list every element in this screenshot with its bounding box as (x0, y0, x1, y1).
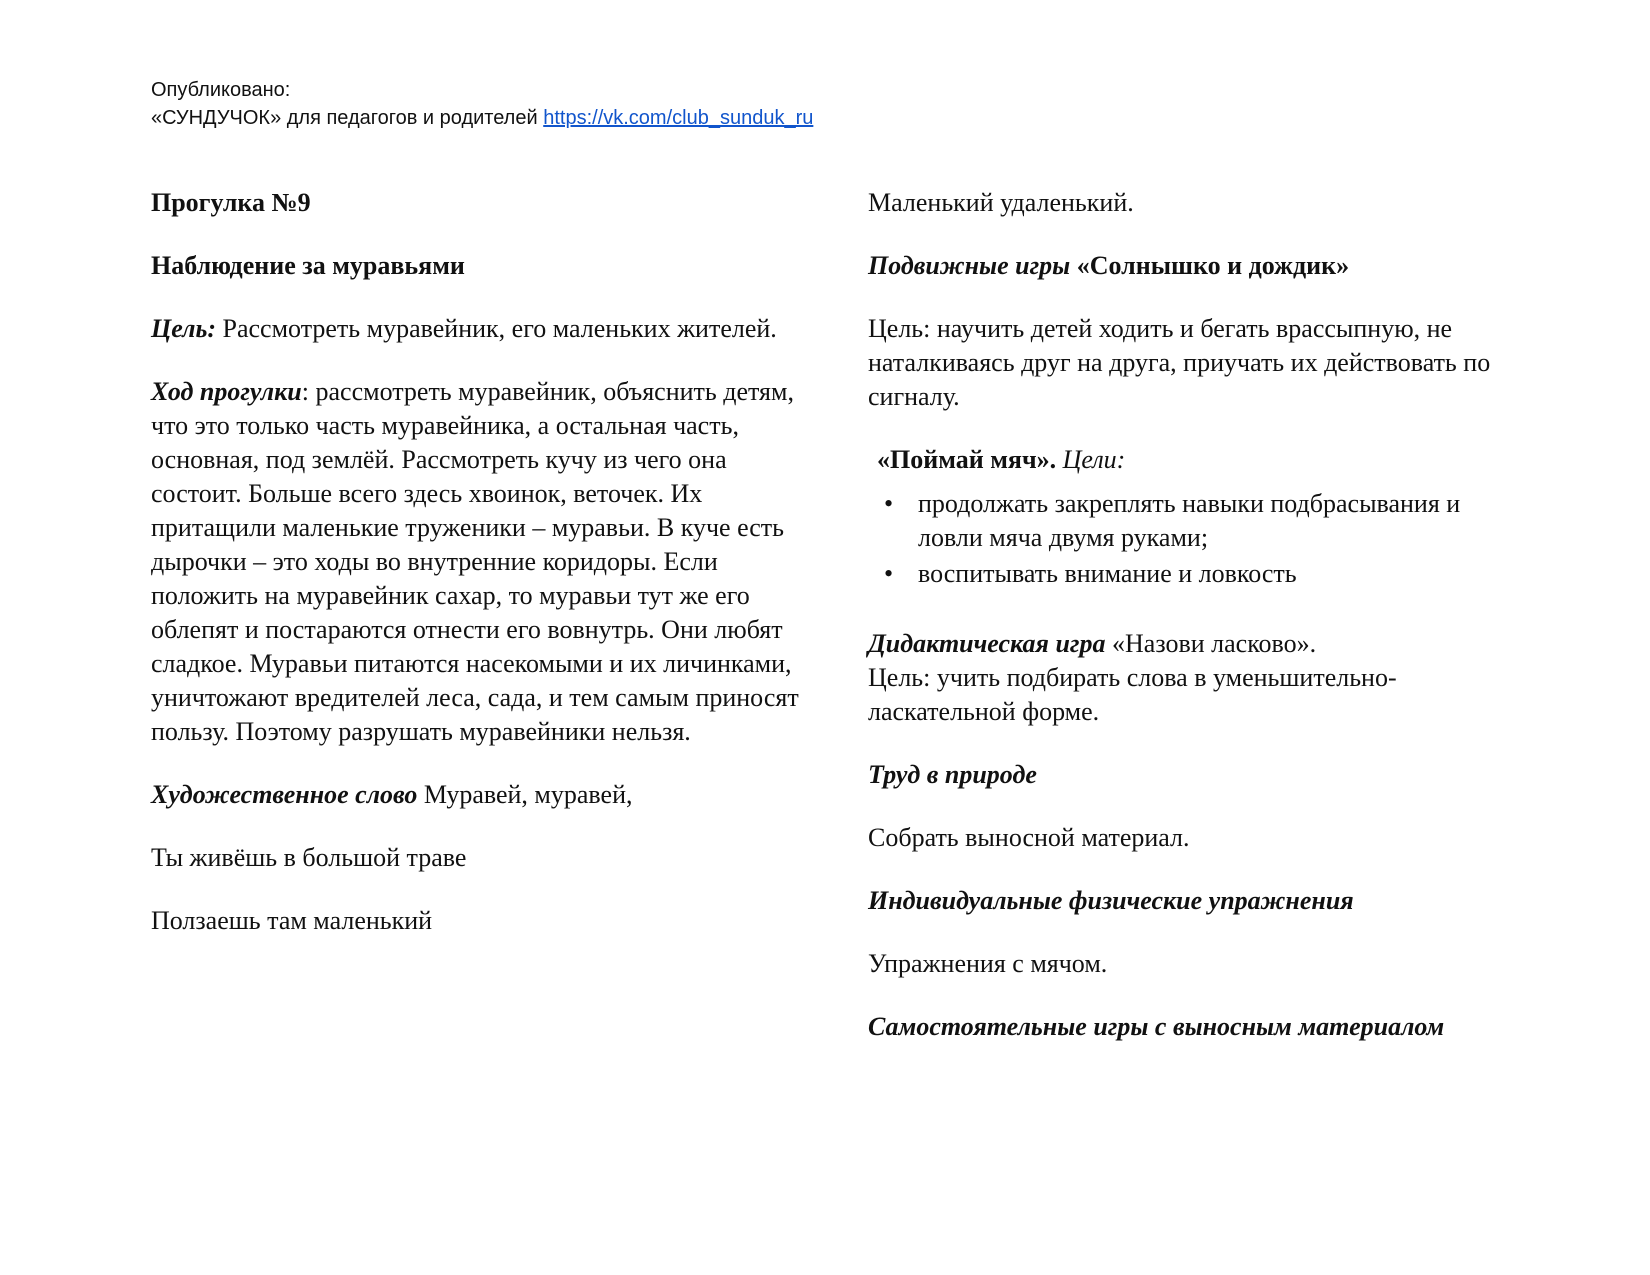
left-column (151, 186, 801, 967)
games-goal: Цель: научить детей ходить и бегать врассыпную, не наталкиваясь друг на друга, приучать их действовать по сигналу. (868, 314, 1491, 411)
games-heading (868, 249, 1528, 283)
catch-ball-title: «Поймай мяч». (877, 445, 1057, 474)
page-title: Прогулка №9 (151, 188, 311, 217)
page-subtitle: Наблюдение за муравьями (151, 251, 465, 280)
poem-line: Ты живёшь в большой траве (151, 843, 467, 872)
catch-ball-heading (868, 443, 1528, 477)
didactic-label: Дидактическая игра (868, 629, 1106, 658)
didactic-paragraph (868, 627, 1528, 729)
publication-header (151, 76, 813, 132)
goal-paragraph (151, 312, 801, 346)
poem-line: Ползаешь там маленький (151, 906, 433, 935)
games-title: «Солнышко и дождик» (1070, 251, 1350, 280)
labor-heading: Труд в природе (868, 760, 1037, 789)
list-item: • продолжать закреплять навыки подбрасывания и ловли мяча двумя руками; (918, 487, 1528, 555)
right-column (868, 186, 1528, 1073)
exercises-text: Упражнения с мячом. (868, 949, 1108, 978)
walk-paragraph (151, 375, 801, 749)
catch-goals-label: Цели: (1056, 445, 1126, 474)
labor-text: Собрать выносной материал. (868, 823, 1190, 852)
independent-games-heading: Самостоятельные игры с выносным материалом (868, 1012, 1445, 1041)
poem-line: Маленький удаленький. (868, 188, 1134, 217)
goal-label: Цель: (151, 314, 216, 343)
goal-text: Рассмотреть муравейник, его маленьких жителей. (216, 314, 777, 343)
vk-link[interactable]: https://vk.com/club_sunduk_ru (543, 107, 814, 129)
art-label: Художественное слово (151, 780, 418, 809)
games-label: Подвижные игры (868, 251, 1071, 280)
walk-text: : рассмотреть муравейник, объяснить детям, что это только часть муравейника, а остальная часть, основная, под землёй. Рассмотреть кучу из чего она состоит. Больше всего здесь хвоинок, веточек. Их притащили маленькие труженики – муравьи. В куче есть дырочки – это ходы во внутренние коридоры. Если положить на муравейник сахар, то муравьи тут же его облепят и постараются отнести его вовнутрь. Они любят сладкое. Муравьи питаются насекомыми и их личинками, уничтожают вредителей леса, сада, и тем самым приносят пользу. Поэтому разрушать муравейники нельзя. (151, 377, 799, 746)
walk-label: Ход прогулки (151, 377, 302, 406)
art-text: Муравей, муравей, (417, 780, 633, 809)
list-item: • воспитывать внимание и ловкость (918, 557, 1528, 591)
exercises-heading: Индивидуальные физические упражнения (868, 886, 1354, 915)
source-text: «СУНДУЧОК» для педагогов и родителей (151, 107, 544, 129)
didactic-goal: Цель: учить подбирать слова в уменьшительно-ласкательной форме. (868, 663, 1397, 726)
source-line (151, 104, 813, 132)
goals-list (868, 487, 1528, 591)
published-label: Опубликовано: (151, 79, 291, 101)
art-paragraph (151, 778, 801, 812)
didactic-title: «Назови ласково». (1105, 629, 1317, 658)
